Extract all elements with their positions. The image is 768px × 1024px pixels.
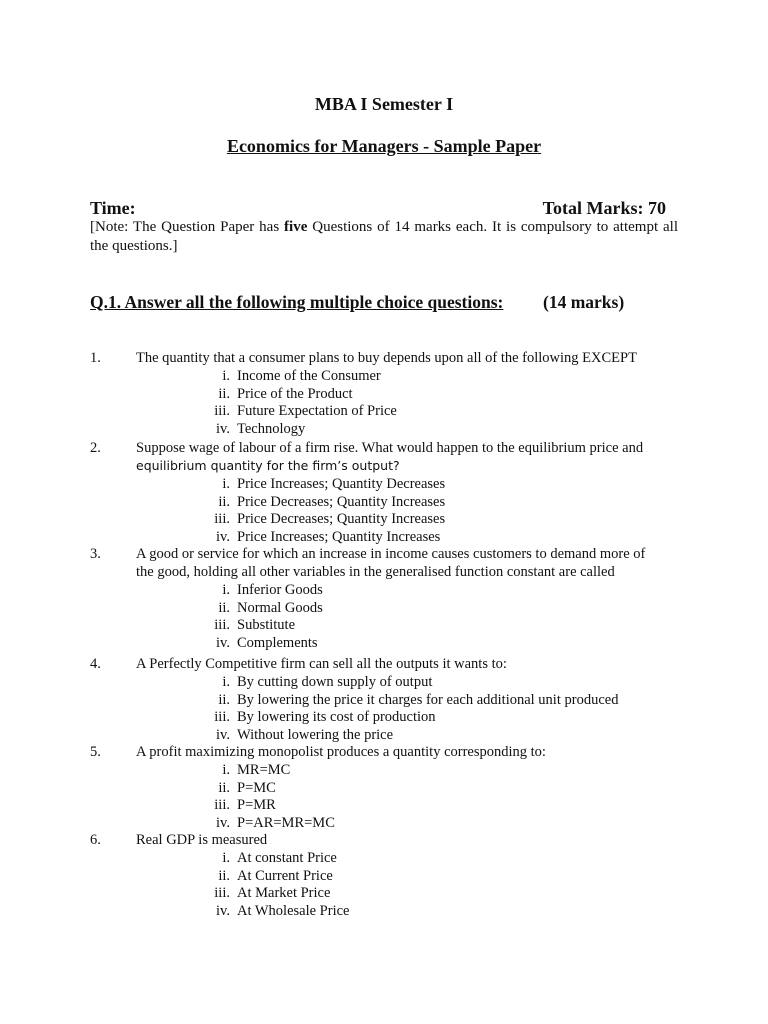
option-text: Future Expectation of Price	[237, 403, 397, 420]
option-text: At Wholesale Price	[237, 903, 350, 920]
option-numeral: i.	[222, 368, 230, 384]
option-numeral: iv.	[216, 903, 230, 920]
option-text: Technology	[237, 421, 306, 438]
option-numeral: iv.	[216, 727, 230, 744]
question-number: 5.	[90, 744, 101, 760]
question-text: A good or service for which an increase in income causes customers to demand more of	[136, 546, 646, 562]
question-text: the good, holding all other variables in the generalised function constant are called	[136, 564, 615, 580]
option-text: Inferior Goods	[237, 582, 323, 598]
option-numeral: iv.	[216, 635, 230, 652]
option-numeral: iii.	[214, 403, 230, 420]
option-numeral: iv.	[216, 421, 230, 438]
option-numeral: ii.	[218, 493, 230, 510]
section-title: Q.1. Answer all the following multiple choice questions:	[90, 292, 504, 312]
section-marks: (14 marks)	[543, 292, 625, 312]
option-text: Price Increases; Quantity Decreases	[237, 476, 446, 492]
option-numeral: ii.	[218, 779, 230, 796]
option-text: Price Increases; Quantity Increases	[237, 529, 441, 546]
note-suffix: Questions of 14 marks each. It is compulsory to attempt all the questions.]	[90, 219, 678, 254]
option-numeral: iii.	[214, 709, 230, 726]
option-text: P=MR	[237, 797, 276, 814]
paper-subtitle: Economics for Managers - Sample Paper	[226, 136, 542, 156]
option-numeral: iii.	[214, 885, 230, 902]
option-text: MR=MC	[237, 762, 291, 778]
question-number: 3.	[90, 546, 101, 562]
question-text: The quantity that a consumer plans to buy depends upon all of the following EXCEPT	[136, 350, 637, 366]
question-text: A Perfectly Competitive firm can sell all the outputs it wants to:	[136, 656, 507, 672]
option-text: At Current Price	[237, 867, 333, 884]
option-numeral: iii.	[214, 617, 230, 634]
option-numeral: i.	[222, 674, 230, 690]
option-text: P=AR=MR=MC	[237, 815, 335, 832]
section-heading	[90, 292, 690, 313]
option-text: Normal Goods	[237, 599, 323, 616]
option-numeral: i.	[222, 850, 230, 866]
option-numeral: iii.	[214, 797, 230, 814]
option-numeral: i.	[222, 582, 230, 598]
option-text: P=MC	[237, 779, 276, 796]
question-text: A profit maximizing monopolist produces a quantity corresponding to:	[136, 744, 546, 760]
note-bold: five	[284, 219, 308, 235]
option-text: By cutting down supply of output	[237, 674, 433, 690]
option-text: Price Decreases; Quantity Increases	[237, 493, 446, 510]
option-numeral: i.	[222, 476, 230, 492]
question-number: 6.	[90, 832, 101, 848]
option-text: Price of the Product	[237, 385, 353, 402]
instructions-note	[90, 218, 678, 256]
option-text: At constant Price	[237, 850, 337, 866]
option-text: At Market Price	[237, 885, 331, 902]
option-numeral: iv.	[216, 529, 230, 546]
option-text: Income of the Consumer	[237, 368, 381, 384]
option-text: Complements	[237, 635, 318, 652]
question-text: Suppose wage of labour of a firm rise. What would happen to the equilibrium price and	[136, 440, 644, 456]
question-text: Real GDP is measured	[136, 832, 268, 848]
option-numeral: ii.	[218, 599, 230, 616]
question-number: 4.	[90, 656, 101, 672]
question-number: 2.	[90, 440, 101, 456]
option-text: By lowering the price it charges for each additional unit produced	[237, 691, 619, 708]
total-marks: Total Marks: 70	[542, 198, 666, 218]
page-title: MBA I Semester I	[314, 94, 454, 114]
option-text: Substitute	[237, 617, 296, 634]
time-marks-row	[90, 198, 676, 219]
question-number: 1.	[90, 350, 101, 366]
note-prefix: [Note: The Question Paper has	[90, 219, 285, 235]
option-text: By lowering its cost of production	[237, 709, 436, 726]
time-label: Time:	[90, 198, 136, 218]
option-numeral: iii.	[214, 511, 230, 528]
option-text: Price Decreases; Quantity Increases	[237, 511, 446, 528]
option-numeral: ii.	[218, 385, 230, 402]
option-text: Without lowering the price	[237, 727, 394, 744]
option-numeral: i.	[222, 762, 230, 778]
question-text: equilibrium quantity for the firm’s output?	[136, 458, 400, 473]
option-numeral: iv.	[216, 815, 230, 832]
option-numeral: ii.	[218, 691, 230, 708]
option-numeral: ii.	[218, 867, 230, 884]
